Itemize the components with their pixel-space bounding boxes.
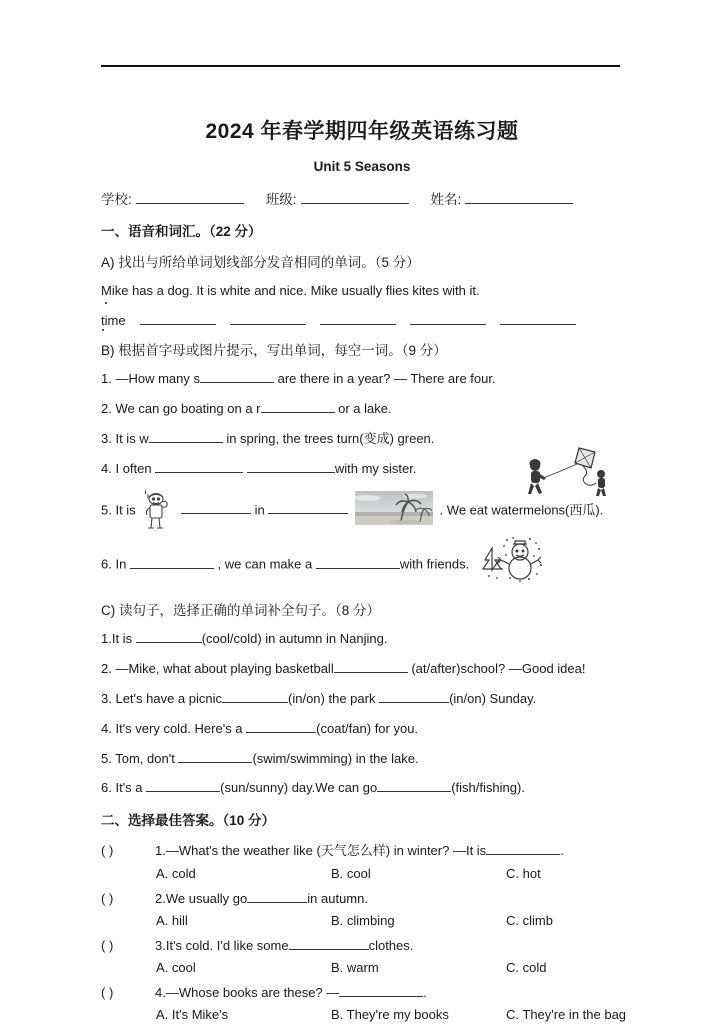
question-tail: clothes. [368, 938, 414, 954]
school-field[interactable] [101, 188, 244, 208]
item-text-before: It is [111, 631, 133, 647]
passage-text: ike has a dog. It is white and nice. Mike usually flies kites with it. [111, 283, 480, 299]
class-input-blank[interactable] [301, 191, 409, 204]
item-choices-2: (in/on) [449, 690, 486, 706]
answer-blank[interactable] [200, 370, 274, 383]
option-a[interactable]: A. cold [156, 866, 196, 882]
item-text-before: —How many s [115, 371, 200, 387]
item-text-before: In [115, 556, 127, 572]
item-number: 5. [101, 501, 112, 517]
answer-blank-1[interactable] [181, 501, 251, 514]
mc-question-3 [101, 937, 623, 953]
answer-blank[interactable] [246, 720, 316, 733]
item-text-before: It is [115, 501, 136, 517]
item-number: 1. [101, 371, 112, 387]
item-text-after: . [521, 780, 525, 796]
answer-blank-2[interactable] [316, 556, 400, 569]
question-number: 4. [155, 985, 166, 1001]
answer-blank-1[interactable] [130, 556, 214, 569]
item-choices: (swim/swimming) [252, 750, 353, 766]
page-subtitle: Unit 5 Seasons [313, 159, 411, 175]
item-choices: (coat/fan) [316, 720, 372, 736]
answer-blank-2[interactable] [268, 501, 348, 514]
answer-blank-1[interactable] [146, 779, 220, 792]
item-text-before: I often [115, 460, 152, 476]
hot-person-picture [141, 490, 175, 536]
item-text-after: in autumn in Nanjing. [261, 631, 388, 647]
answer-bracket[interactable]: ( ) [101, 843, 114, 859]
answer-blank-2[interactable] [377, 779, 451, 792]
part-c-item-3 [101, 690, 623, 709]
item-choices-2: (fish/fishing) [451, 780, 522, 796]
part-b-item-6 [101, 542, 623, 588]
part-a-blank-2[interactable] [230, 312, 306, 325]
item-choices: (cool/cold) [201, 631, 262, 647]
option-c[interactable]: C. hot [506, 866, 541, 882]
answer-bracket[interactable]: ( ) [101, 938, 114, 954]
given-word-underdot-letter: t [101, 313, 105, 329]
mc-options-4 [101, 1007, 627, 1023]
part-a-blank-4[interactable] [410, 312, 486, 325]
option-b[interactable]: B. climbing [331, 913, 395, 929]
header-rule [101, 65, 620, 67]
item-text-after: with friends. [399, 556, 470, 572]
question-tail: . [423, 985, 427, 1001]
item-text-before: Let's have a picnic [115, 690, 223, 706]
item-text-after: . We eat watermelons(西瓜). [439, 501, 604, 517]
beach-palm-trees-photo [355, 513, 437, 528]
question-number: 3. [155, 938, 166, 954]
item-text-mid: the park [324, 690, 380, 706]
answer-blank-1[interactable] [155, 460, 243, 473]
student-info-row [101, 188, 623, 208]
class-field[interactable] [266, 188, 409, 208]
item-text-after: Sunday. [485, 690, 537, 706]
answer-blank-2[interactable] [379, 690, 449, 703]
part-a-passage [101, 282, 623, 301]
item-text-before: We can go boating on a r [115, 400, 261, 416]
answer-blank[interactable] [149, 430, 223, 443]
answer-blank[interactable] [178, 750, 252, 763]
option-c[interactable]: C. cold [506, 960, 547, 976]
part-a-blank-5[interactable] [500, 312, 576, 325]
question-number: 1. [155, 843, 166, 859]
answer-blank[interactable] [247, 890, 307, 903]
question-text: It's cold. I'd like some [165, 938, 289, 954]
question-tail: in autumn. [307, 891, 368, 907]
item-text-after: school? —Good idea! [460, 661, 586, 677]
given-word-text: ime [104, 313, 126, 329]
page-title: 2024 年春学期四年级英语练习题 [205, 120, 519, 143]
name-label: 姓名: [430, 192, 462, 208]
item-number: 2. [101, 400, 112, 416]
question-number: 2. [155, 891, 166, 907]
part-c-item-4 [101, 720, 623, 739]
item-text-before: It is w [115, 430, 149, 446]
option-a[interactable]: A. It's Mike's [156, 1007, 229, 1023]
part-b-item-5 [101, 490, 623, 532]
part-a-blank-3[interactable] [320, 312, 396, 325]
school-label: 学校: [101, 192, 132, 208]
mc-options-2 [101, 913, 623, 928]
item-choices: (at/after) [411, 661, 461, 677]
item-text-mid: day.We can go [288, 780, 378, 796]
part-a-blank-1[interactable] [140, 312, 216, 325]
part-c-item-1 [101, 630, 623, 649]
answer-blank[interactable] [261, 400, 335, 413]
item-text-after: for you. [371, 720, 419, 736]
option-a[interactable]: A. hill [156, 913, 188, 929]
mc-options-3 [101, 960, 623, 975]
part-b-item-2 [101, 400, 623, 419]
snowman-winter-picture [477, 536, 545, 588]
item-number: 2. [101, 661, 112, 677]
passage-underdot-letter: M [101, 282, 112, 301]
question-text: —What's the weather like (天气怎么样) in winter? —It is [165, 843, 487, 859]
document-content [101, 118, 627, 1031]
answer-blank-2[interactable] [247, 460, 335, 473]
answer-bracket[interactable]: ( ) [101, 985, 114, 1001]
item-text-after: are there in a year? — There are four. [274, 371, 496, 387]
answer-blank[interactable] [334, 660, 408, 673]
part-b-heading: B) 根据首字母或图片提示，写出单词，每空一词。（9 分） [101, 343, 447, 359]
part-c-item-5 [101, 750, 623, 769]
name-input-blank[interactable] [465, 191, 573, 204]
option-c[interactable]: C. They're in the bag [506, 1007, 627, 1023]
item-text-after: with my sister. [334, 460, 417, 476]
part-c-heading: C) 读句子，选择正确的单词补全句子。（8 分） [101, 603, 381, 619]
option-b[interactable]: B. warm [331, 960, 379, 976]
mc-question-1 [101, 840, 623, 859]
answer-blank[interactable] [136, 630, 202, 643]
item-number: 6. [101, 556, 112, 572]
item-text-before: It's very cold. Here's a [115, 720, 243, 736]
part-b-item-1 [101, 370, 623, 389]
answer-blank-1[interactable] [222, 690, 288, 703]
item-text-after: in spring, the trees turn(变成) green. [222, 430, 435, 446]
question-text: We usually go [165, 891, 248, 907]
part-b-item-4 [101, 460, 623, 479]
option-b[interactable]: B. They're my books [331, 1007, 449, 1023]
item-text-before: —Mike, what about playing basketball [115, 661, 334, 677]
part-c-item-6 [101, 779, 623, 798]
item-choices-1: (in/on) [288, 690, 325, 706]
option-b[interactable]: B. cool [331, 866, 371, 882]
item-number: 5. [101, 750, 112, 766]
part-a-answer-row [101, 312, 623, 328]
item-number: 3. [101, 430, 112, 446]
item-number: 4. [101, 720, 112, 736]
answer-bracket[interactable]: ( ) [101, 891, 114, 907]
option-a[interactable]: A. cool [156, 960, 196, 976]
mc-question-2 [101, 890, 623, 906]
school-input-blank[interactable] [136, 191, 244, 204]
item-number: 3. [101, 690, 112, 706]
name-field[interactable] [431, 188, 574, 208]
answer-blank[interactable] [289, 937, 369, 950]
item-number: 1. [101, 631, 112, 647]
item-text-after: in the lake. [352, 750, 419, 766]
item-number: 4. [101, 460, 112, 476]
question-tail: . [560, 843, 564, 859]
item-text-mid: , we can make a [217, 556, 313, 572]
part-a-heading: A) 找出与所给单词划线部分发音相同的单词。（5 分） [101, 255, 420, 271]
item-text-before: Tom, don't [115, 750, 175, 766]
item-text-before: It's a [115, 780, 143, 796]
item-choices-1: (sun/sunny) [220, 780, 289, 796]
mc-options-1 [101, 866, 623, 881]
item-number: 6. [101, 780, 112, 796]
mc-question-4 [101, 984, 623, 1000]
section-one-heading: 一、语音和词汇。（22 分） [101, 224, 262, 240]
question-text: —Whose books are these? — [165, 985, 340, 1001]
answer-blank[interactable] [339, 984, 423, 997]
option-c[interactable]: C. climb [506, 913, 553, 929]
answer-blank[interactable] [486, 842, 560, 855]
part-c-item-2 [101, 660, 623, 679]
class-label: 班级: [265, 192, 297, 208]
section-two-heading: 二、选择最佳答案。（10 分） [101, 813, 276, 829]
item-text-mid: in [254, 501, 265, 517]
item-text-after: or a lake. [334, 400, 392, 416]
